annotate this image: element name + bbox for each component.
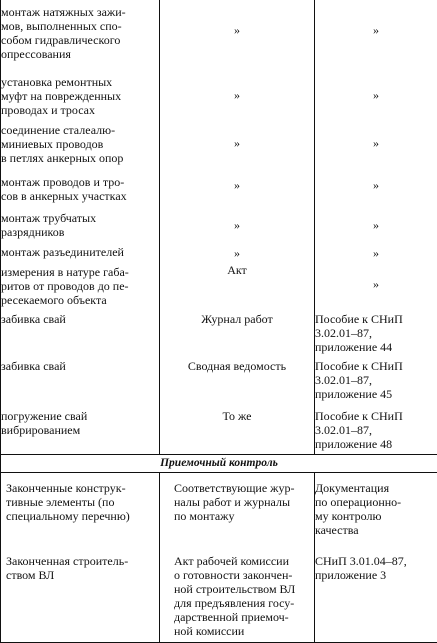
ditto-mark: » bbox=[315, 23, 437, 37]
ref-cell bbox=[315, 117, 437, 167]
ditto-mark: » bbox=[160, 88, 314, 102]
work-cell bbox=[1, 308, 160, 356]
ditto-mark: » bbox=[160, 246, 314, 260]
ref-cell bbox=[315, 546, 437, 643]
doc-cell bbox=[160, 473, 315, 547]
table-row bbox=[1, 239, 437, 260]
work-text: Законченные конструк- тивные элементы (по специальному перечню) bbox=[6, 481, 159, 523]
table-row bbox=[1, 308, 437, 356]
work-cell bbox=[1, 63, 160, 117]
table-row bbox=[1, 406, 437, 455]
ditto-mark: » bbox=[160, 23, 314, 37]
section-title: Приемочный контроль bbox=[1, 455, 437, 473]
doc-text: Акт bbox=[227, 263, 247, 277]
doc-text: Акт рабочей комиссии о готовности закончен- ной строительством ВЛ для предъявления госу- дарственной приемоч- ной комиссии bbox=[174, 554, 314, 638]
table-row bbox=[1, 63, 437, 117]
doc-text: Сводная ведомость bbox=[188, 359, 286, 373]
table-row bbox=[1, 546, 437, 643]
table-row bbox=[1, 117, 437, 167]
work-cell bbox=[1, 406, 160, 455]
ref-text: Пособие к СНиП 3.02.01–87, приложение 48 bbox=[315, 409, 437, 451]
doc-cell bbox=[160, 117, 315, 167]
work-text: монтаж проводов и тро- сов в анкерных участках bbox=[1, 175, 159, 203]
work-text: забивка свай bbox=[1, 312, 159, 326]
ref-cell bbox=[315, 0, 437, 63]
section-row bbox=[1, 455, 437, 473]
doc-cell bbox=[160, 167, 315, 205]
ditto-mark: » bbox=[315, 178, 437, 192]
ref-cell bbox=[315, 356, 437, 406]
work-text: погружение свай вибрированием bbox=[1, 409, 159, 437]
work-cell bbox=[1, 167, 160, 205]
work-cell bbox=[1, 239, 160, 260]
doc-cell bbox=[160, 260, 315, 308]
ref-cell bbox=[315, 63, 437, 117]
ditto-mark: » bbox=[315, 277, 437, 291]
work-cell bbox=[1, 546, 160, 643]
ref-text: Пособие к СНиП 3.02.01–87, приложение 44 bbox=[315, 312, 437, 354]
ref-text: Пособие к СНиП 3.02.01–87, приложение 45 bbox=[315, 359, 437, 401]
ref-cell bbox=[315, 239, 437, 260]
work-text: монтаж натяжных зажи- мов, выполненных спо- собом гидравлического опрессования bbox=[1, 5, 159, 61]
ref-cell bbox=[315, 308, 437, 356]
table-row bbox=[1, 260, 437, 308]
doc-cell bbox=[160, 0, 315, 63]
table-row bbox=[1, 0, 437, 63]
ref-cell bbox=[315, 260, 437, 308]
ditto-mark: » bbox=[160, 218, 314, 232]
work-cell bbox=[1, 260, 160, 308]
doc-cell bbox=[160, 239, 315, 260]
ref-text: Документация по операционно- му контролю качества bbox=[315, 481, 437, 537]
work-cell bbox=[1, 473, 160, 547]
table-row bbox=[1, 167, 437, 205]
ref-text: СНиП 3.01.04–87, приложение 3 bbox=[315, 554, 437, 582]
doc-text: Соответствующие жур- налы работ и журналы по монтажу bbox=[174, 481, 314, 523]
work-cell bbox=[1, 205, 160, 239]
ref-cell bbox=[315, 406, 437, 455]
ref-cell bbox=[315, 205, 437, 239]
ref-cell bbox=[315, 167, 437, 205]
work-cell bbox=[1, 356, 160, 406]
ditto-mark: » bbox=[315, 88, 437, 102]
doc-cell bbox=[160, 63, 315, 117]
ditto-mark: » bbox=[315, 246, 437, 260]
work-cell bbox=[1, 117, 160, 167]
doc-cell bbox=[160, 356, 315, 406]
ref-cell bbox=[315, 473, 437, 547]
table-row bbox=[1, 205, 437, 239]
work-text: Законченная строитель- ством ВЛ bbox=[6, 554, 159, 582]
work-text: монтаж разъединителей bbox=[1, 245, 159, 259]
doc-cell bbox=[160, 406, 315, 455]
doc-cell bbox=[160, 546, 315, 643]
ditto-mark: » bbox=[315, 136, 437, 150]
work-text: монтаж трубчатых разрядников bbox=[1, 211, 159, 239]
doc-text: Журнал работ bbox=[201, 312, 273, 326]
ditto-mark: » bbox=[315, 218, 437, 232]
work-cell bbox=[1, 0, 160, 63]
work-text: установка ремонтных муфт на поврежденных проводах и тросах bbox=[1, 75, 159, 117]
work-text: соединение сталеалю- миниевых проводов в петлях анкерных опор bbox=[1, 123, 159, 165]
table-row bbox=[1, 473, 437, 547]
work-text: измерения в натуре габа- ритов от проводов до пе- ресекаемого объекта bbox=[1, 265, 159, 307]
work-text: забивка свай bbox=[1, 359, 159, 373]
doc-text: То же bbox=[223, 409, 252, 423]
table-row bbox=[1, 356, 437, 406]
ditto-mark: » bbox=[160, 178, 314, 192]
doc-cell bbox=[160, 205, 315, 239]
ditto-mark: » bbox=[160, 136, 314, 150]
doc-cell bbox=[160, 308, 315, 356]
